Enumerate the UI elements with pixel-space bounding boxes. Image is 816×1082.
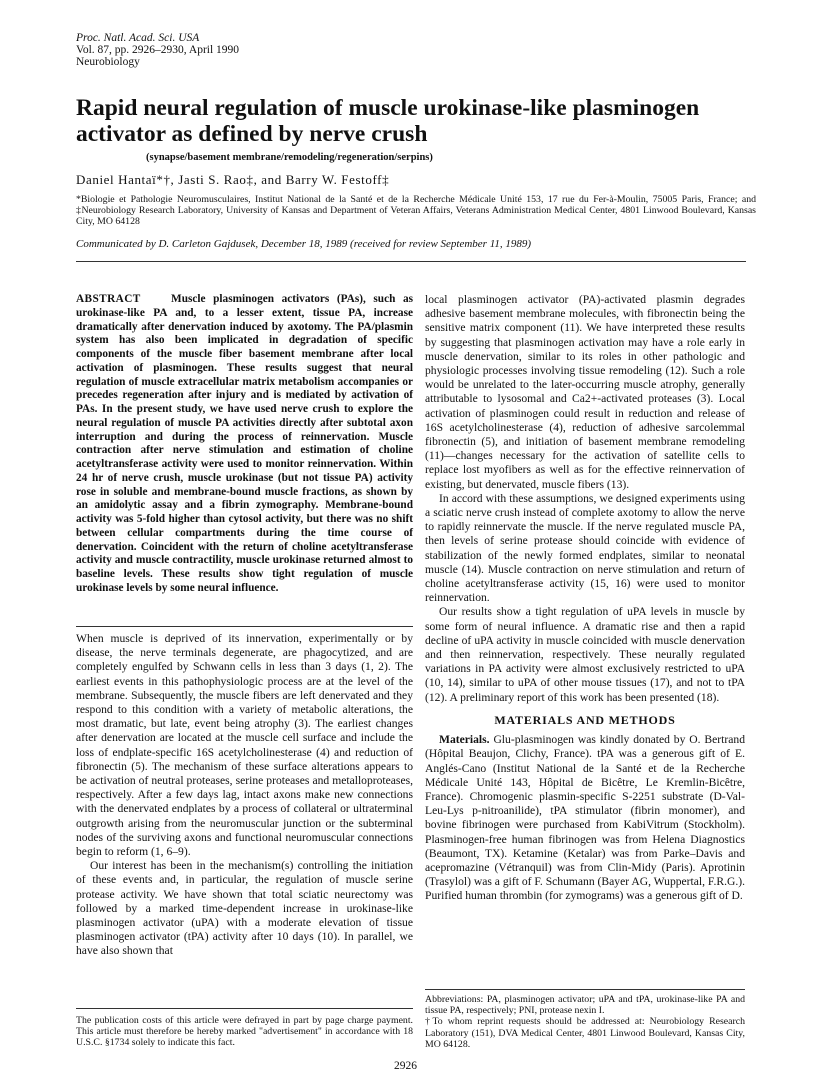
footnote-rule-left bbox=[76, 1008, 413, 1009]
body-paragraph: Our results show a tight regulation of uPA levels in muscle by some form of neural influence. A dramatic rise and then a rapid decline of uPA activity in muscle coincided with muscle denervation and then reinnervation, respectively. These neurally regulated variations in PA activity were almost exclusively restricted to uPA (10, 14), similar to uPA of other mouse tissues (17), and not to tPA (12). A preliminary report of this work has been presented (18). bbox=[425, 605, 745, 704]
publication-cost-note: The publication costs of this article were defrayed in part by page charge payment. This article must therefore be hereby marked "advertisement" in accordance with 18 U.S.C. §1734 solely to indicate this fact. bbox=[76, 1015, 413, 1049]
article-title: Rapid neural regulation of muscle urokinase-like plasminogen activator as defined by nerve crush bbox=[76, 95, 700, 147]
reprint-note: †To whom reprint requests should be addressed at: Neurobiology Research Laboratory (151), DVA Medical Center, 4801 Linwood Boulevard, Kansas City, MO 64128. bbox=[425, 1016, 745, 1050]
abstract-text: Muscle plasminogen activators (PAs), such as urokinase-like PA and, to a lesser extent, tissue PA, increase dramatically after denervation induced by axotomy. The PA/plasmin system has also been implicated in degradation of specific components of the muscle fiber basement membrane after local activation of plasminogen. These results suggest that neural regulation of muscle extracellular matrix metabolism accompanies or precedes regeneration after injury and is mediated by activation of PAs. In the present study, we have used nerve crush to explore the neural regulation of muscle PA activities directly after subtotal axon interruption and during the process of reinnervation. Muscle contraction after nerve stimulation and estimation of choline acetyltransferase activity were used to monitor reinnervation. Within 24 hr of nerve crush, muscle urokinase (but not tissue PA) activity rose in soluble and membrane-bound muscle fractions, as shown by an amidolytic assay and a fibrin zymography. Membrane-bound activity was 5-fold higher than cytosol activity, but there was no shift between cellular compartments during the time course of denervation. Coincident with the return of choline acetyltransferase activity and muscle contractility, muscle urokinase returned almost to baseline levels. These results show tight regulation of muscle urokinase levels by some neural influence. bbox=[76, 293, 414, 594]
footnote-rule-right bbox=[425, 989, 745, 990]
journal-section: Neurobiology bbox=[76, 56, 140, 68]
communicated-by: Communicated by D. Carleton Gajdusek, December 18, 1989 (received for review September 11, 1989) bbox=[76, 238, 532, 250]
keywords: (synapse/basement membrane/remodeling/regeneration/serpins) bbox=[146, 152, 433, 163]
body-paragraph: When muscle is deprived of its innervation, experimentally or by disease, the nerve terminals degenerate, are phagocytized, and are completely engulfed by Schwann cells in less than 3 days (1, 2). The earliest events in this pathophysiologic process are at the level of the membrane. Subsequently, the muscle fibers are left denervated and they respond to this condition with a variety of metabolic alterations, the most dramatic, but late, event being atrophy (3). The earliest changes after denervation are located at the muscle cell surface and include the loss of endplate-specific 16S acetylcholinesterase (4) and reduction of fibronectin (5). The mechanism of these surface alterations appears to be activation of neutral proteases, serine proteases and metalloproteases, respectively. After a few days lag, intact axons make new connections with the denervated endplates by a process of collateral or ultraterminal outgrowth arising from the neuromuscular junction or the subterminal nodes of the surviving axons and functional neuromuscular connections begin to reform (1, 6–9). bbox=[76, 632, 413, 859]
body-paragraph: Our interest has been in the mechanism(s) controlling the initiation of these events and, in particular, the regulation of muscle serine protease activity. We have shown that total sciatic neurectomy was followed by a marked time-dependent increase in urokinase-like plasminogen activator (uPA) with a moderate elevation of tissue plasminogen activator (tPA) activity after 10 days (10). In parallel, we have also shown that bbox=[76, 859, 413, 958]
affiliations: *Biologie et Pathologie Neuromusculaires, Institut National de la Santé et de la Recherche Médicale Unité 153, 17 rue du Fer-à-Moulin, 75005 Paris, France; and ‡Neurobiology Research Laboratory, University of Kansas and Department of Veteran Affairs, Veterans Administration Medical Center, 4801 Linwood Boulevard, Kansas City, MO 64128 bbox=[76, 194, 756, 227]
journal-name: Proc. Natl. Acad. Sci. USA bbox=[76, 32, 200, 44]
body-paragraph: local plasminogen activator (PA)-activated plasmin degrades adhesive basement membrane molecules, with fibronectin being the sensitive matrix component (11). We have interpreted these results by suggesting that plasminogen activation may have a role early in muscle denervation, similar to its roles in other pathologic and physiologic processes involving tissue remodeling (12). Such a role would be unrelated to the later-occurring muscle atrophy, generally attributable to lysosomal and Ca2+-activated proteases (3). Local activation of plasminogen could result in reduction and release of 16S acetylcholinesterase (4), reduction of adhesive sarcolemmal fibronectin (5), and initiation of basement membrane remodeling (11)—changes necessary for the activation of satellite cells to replace lost myofibers as well as for the effective reinnervation of existing, but denervated, muscle fibers (13). bbox=[425, 293, 745, 491]
abstract-rule bbox=[76, 626, 413, 627]
abstract-label: ABSTRACT bbox=[76, 293, 141, 305]
body-paragraph: In accord with these assumptions, we designed experiments using a sciatic nerve crush instead of complete axotomy to allow the nerve to rapidly reinnervate the muscle. If the nerve regulated muscle PA, then levels of serine protease should coincide with evidence of stabilization of the newly formed endplates, similar to neonatal muscle (14). Muscle contraction on nerve stimulation and return of choline acetyltransferase activity (15, 16) were used to monitor reinnervation. bbox=[425, 491, 745, 605]
right-column bbox=[425, 293, 745, 904]
footnotes bbox=[425, 994, 745, 1050]
authors: Daniel Hantaï*†, Jasti S. Rao‡, and Barry W. Festoff‡ bbox=[76, 172, 390, 187]
left-column bbox=[76, 632, 413, 959]
abstract bbox=[76, 293, 413, 596]
methods-text: Glu-plasminogen was kindly donated by O. Bertrand (Hôpital Beaujon, Clichy, France). tPA was a generous gift of E. Anglés-Cano (Institut National de la Santé et de la Recherche Médicale Unité 143, Hôpital de Bicêtre, Le Kremlin-Bicêtre, France). Chromogenic plasmin-specific S-2251 substrate (D-Val-Leu-Lys p-nitroanilide), tPA stimulator (fibrin monomer), and bovine fibrinogen were purchased from KabiVitrum (Stockholm). Plasminogen-free human fibrinogen was from Helena Diagnostics (Beaumont, TX). Ketamine (Ketalar) was from Parke–Davis and acepromazine (Vétranquil) was from Clin-Midy (Paris). Aprotinin (Trasylol) was a gift of F. Schumann (Bayer AG, Wuppertal, F.R.G.). Purified human thrombin (for zymograms) was a generous gift of D. bbox=[425, 733, 746, 903]
methods-label: Materials. bbox=[439, 733, 490, 747]
page-number: 2926 bbox=[394, 1060, 417, 1072]
methods-paragraph bbox=[425, 733, 745, 903]
journal-header bbox=[76, 32, 239, 68]
section-heading: MATERIALS AND METHODS bbox=[494, 712, 676, 727]
header-rule bbox=[76, 261, 746, 262]
abbreviations-note: Abbreviations: PA, plasminogen activator; uPA and tPA, urokinase-like PA and tissue PA, respectively; PNI, protease nexin I. bbox=[425, 994, 745, 1017]
journal-volume: Vol. 87, pp. 2926–2930, April 1990 bbox=[76, 44, 240, 56]
